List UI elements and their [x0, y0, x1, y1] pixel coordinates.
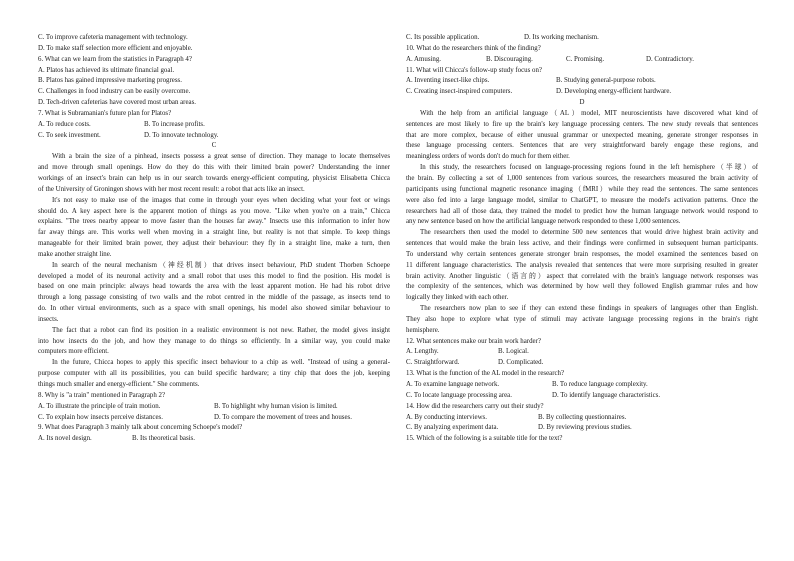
passage-d-line: brain activity. Another linguistic（语言的）aspect that correlated with the brain's language network responses was: [406, 272, 758, 280]
passage-c-line: manageable for their limited brain power, they adjust their behaviour: they fly in a straight line, make a turn, then: [38, 240, 390, 248]
right-column: [406, 33, 758, 445]
passage-c-line: purpose computer with all its possibilities, you can build specific hardware; a tiny chip that does the job, keeping: [38, 370, 390, 378]
q8-option-c: C. To explain how insects perceive distances.: [38, 413, 163, 421]
q9-option-c: C. Its possible application.: [406, 34, 480, 41]
q7-options-row-2: [38, 131, 248, 142]
passage-c-line: through a long passage consisting of two walls and the robot centred in the middle of the passage, as insects tend to: [38, 294, 390, 302]
question-13: 13. What is the function of the AL model in the research?: [406, 370, 565, 378]
q10-option-a: A. Amusing.: [406, 55, 442, 63]
q5-option-c: C. To improve cafeteria management with technology.: [38, 34, 188, 41]
q9-option-b: B. Its theoretical basis.: [132, 435, 195, 443]
passage-d-line: participants using functional magnetic resonance imaging（fMRI）while they read the sentences. The same sentences: [406, 185, 758, 193]
passage-d-line: the complexity of the sentences, which was determined by how well they followed English grammar rules and how: [406, 283, 758, 291]
passage-d-line: They also hope to explore what type of stimuli may activate language processing regions in the brain's right: [406, 315, 758, 323]
q12-options-row-1: [406, 347, 758, 358]
passage-c-line: do. In other virtual environments, such as a space with small openings, his model also showed similar behaviour to: [38, 305, 390, 313]
q12-option-a: A. Lengthy.: [406, 348, 439, 356]
passage-c-line: explains. "The trees nearby appear to move faster than the houses far away." Insects use this information to infer how: [38, 218, 390, 226]
q11-options-row-1: [406, 76, 758, 87]
passage-d-line: were also fed into a large language model, similar to ChatGPT, to measure the model's activation patterns. Once the: [406, 196, 758, 204]
q8-option-d: D. To compare the movement of trees and houses.: [214, 413, 352, 421]
q11-option-a: A. Inventing insect-like chips.: [406, 77, 490, 85]
passage-d-line: meaningless orders of words don't do much for them either.: [406, 153, 570, 161]
question-10: 10. What do the researchers think of the finding?: [406, 44, 541, 52]
q13-option-a: A. To examine language network.: [406, 381, 500, 388]
q13-option-c: C. To locate language processing area.: [406, 391, 512, 399]
passage-d-line: In this study, the researchers focused on language-processing regions found in the left hemisphere（半球）of: [420, 164, 758, 172]
q7-options-row-1: [38, 120, 248, 131]
q7-option-a: A. To reduce costs.: [38, 120, 91, 128]
q14-options-row-1: [406, 413, 758, 424]
passage-c-line: should do. A key aspect here is the apparent motion of things as you move. "Like when you're on a train," Chicca: [38, 207, 390, 215]
left-column: [38, 33, 390, 445]
q12-options-row-2: [406, 358, 758, 369]
question-11: 11. What will Chicca's follow-up study focus on?: [406, 66, 542, 74]
q7-option-c: C. To seek investment.: [38, 131, 101, 139]
passage-c-line: In search of the neural mechanism（神经机制）that drives insect behaviour, PhD student Thorben Schoepe: [52, 261, 390, 269]
q9-options-row-2: [406, 33, 758, 44]
q10-options: [406, 55, 758, 66]
q11-option-b: B. Studying general-purpose robots.: [556, 77, 656, 85]
passage-c-line: In the future, Chicca hopes to apply this specific insect behaviour to a chip as well. "Instead of using a general-: [52, 359, 390, 367]
section-heading-d: D: [579, 99, 585, 107]
q13-options-row-1: [406, 380, 758, 391]
q10-option-c: C. Promising.: [566, 55, 605, 63]
passage-d-line: researchers had all of those data, they trained the model to predict how the human language network would respond to: [406, 207, 758, 215]
passage-d-line: that are more complex, because of either unusual grammar or unexpected meaning, generate stronger responses in: [406, 131, 758, 139]
q13-option-b: B. To reduce language complexity.: [552, 381, 648, 388]
passage-d-line: logically they linked with each other.: [406, 294, 509, 302]
q11-options-row-2: [406, 87, 758, 98]
q13-options-row-2: [406, 391, 758, 402]
passage-c-line: make another straight line.: [38, 250, 112, 258]
passage-c-line: far away things are. This works well when moving in a straight line, but reality is not that simple. To keep things: [38, 229, 390, 237]
passage-c-line: workings of an insect's brain can help us in our search towards energy-efficient computing, physicist Elisabetta Chicca: [38, 174, 390, 182]
q11-option-d: D. Developing energy-efficient hardware.: [556, 88, 672, 96]
question-6: 6. What can we learn from the statistics in Paragraph 4?: [38, 55, 192, 63]
section-heading-c: C: [211, 142, 217, 150]
question-9: 9. What does Paragraph 3 mainly talk about concerning Schoepe's model?: [38, 424, 243, 432]
q9-options-row-1: [38, 434, 390, 445]
q14-option-a: A. By conducting interviews.: [406, 413, 487, 421]
passage-c-line: With a brain the size of a pinhead, insects possess a great sense of direction. They manage to locate themselves: [52, 153, 390, 161]
passage-d-line: any new sentence based on how the artificial language network responded to these 1,000 sentences.: [406, 218, 681, 226]
q9-option-a: A. Its novel design.: [38, 435, 92, 443]
passage-c-line: and move through small openings. How do they do this with their limited brain power? Understanding the inner: [38, 164, 390, 172]
passage-c-line: based on one main principle: always head towards the area with the least apparent motion. He had his robot drive: [38, 283, 390, 291]
passage-c-line: The fact that a robot can find its position in a realistic environment is not new. Rather, the model gives insight: [52, 326, 390, 334]
q6-option-a: A. Platos has achieved its ultimate financial goal.: [38, 66, 175, 74]
q12-option-b: B. Logical.: [498, 348, 529, 356]
q13-option-d: D. To identify language characteristics.: [552, 391, 661, 399]
passage-d-line: The researchers then used the model to determine 500 new sentences that would drive highest brain activity and: [420, 229, 758, 237]
passage-c-line: developed a model of its neuronal activity and a small robot that uses this model to find the position. His model is: [38, 272, 390, 280]
q8-option-a: A. To illustrate the principle of train motion.: [38, 402, 161, 410]
passage-d-line: sentences that would make the brain less active, and their findings were confirmed in subsequent human participants.: [406, 240, 758, 248]
question-12: 12. What sentences make our brain work harder?: [406, 337, 541, 345]
q8-options-row-1: [38, 402, 390, 413]
passage-d-line: 11 different language characteristics. The analysis revealed that sentences that were more surprising resulted in greater: [406, 261, 758, 269]
q14-option-d: D. By reviewing previous studies.: [538, 424, 632, 432]
q5-option-d: D. To make staff selection more efficient and enjoyable.: [38, 44, 193, 52]
passage-c-line: insects.: [38, 315, 59, 323]
question-8: 8. Why is "a train" mentioned in Paragraph 2?: [38, 391, 166, 399]
passage-d-line: With the help from an artificial language（AL）model, MIT neuroscientists have discovered what kind of: [420, 109, 758, 117]
passage-c-line: of the University of Groningen shows with her most recent result: a robot that acts like an insect.: [38, 185, 305, 193]
passage-c-line: computers more efficient.: [38, 348, 109, 356]
q14-options-row-2: [406, 423, 758, 434]
q6-option-d: D. Tech-driven cafeterias have covered most urban areas.: [38, 99, 196, 107]
passage-d-line: hemisphere.: [406, 326, 440, 334]
passage-c-line: It's not easy to make use of the images that come in through your eyes when deciding what your feet or wings: [52, 196, 390, 204]
question-7: 7. What is Subramanian's future plan for Platos?: [38, 109, 172, 117]
q14-option-b: B. By collecting questionnaires.: [538, 413, 627, 421]
q12-option-d: D. Complicated.: [498, 359, 544, 367]
q12-option-c: C. Straightforward.: [406, 359, 460, 367]
question-15: 15. Which of the following is a suitable title for the text?: [406, 435, 563, 443]
q7-option-d: D. To innovate technology.: [144, 131, 219, 139]
question-14: 14. How did the researchers carry out their study?: [406, 402, 544, 410]
q6-option-c: C. Challenges in food industry can be easily overcome.: [38, 88, 191, 96]
q10-option-b: B. Discouraging.: [486, 55, 533, 63]
passage-d-line: these language processing centers. Sentences that are very straightforward barely engage these regions, and: [406, 142, 758, 150]
passage-d-line: To understand why certain sentences generate stronger brain responses, the model examined the sentences based on: [406, 250, 758, 258]
passage-c-line: into how insects do the job, and how they manage to do things so efficiently. In a similar way, you could make: [38, 337, 390, 345]
passage-d-line: sentences are most likely to fire up the brain's key language processing centers. The new study reveals that sentences: [406, 120, 758, 128]
q8-options-row-2: [38, 413, 390, 424]
passage-d-line: The researchers now plan to see if they can extend these findings in speakers of languages other than English.: [420, 305, 758, 313]
passage-c-line: things much smaller and energy-efficient." She comments.: [38, 381, 200, 388]
q11-option-c: C. Creating insect-inspired computers.: [406, 88, 513, 96]
q6-option-b: B. Platos has gained impressive marketing progress.: [38, 77, 182, 85]
q7-option-b: B. To increase profits.: [144, 120, 205, 128]
q9-option-d: D. Its working mechanism.: [524, 34, 599, 41]
q8-option-b: B. To highlight why human vision is limited.: [214, 402, 338, 410]
passage-d-line: the brain. By collecting a set of 1,000 sentences from various sources, the researchers measured the brain activity of: [406, 174, 758, 182]
q14-option-c: C. By analyzing experiment data.: [406, 424, 499, 432]
q10-option-d: D. Contradictory.: [646, 55, 694, 63]
